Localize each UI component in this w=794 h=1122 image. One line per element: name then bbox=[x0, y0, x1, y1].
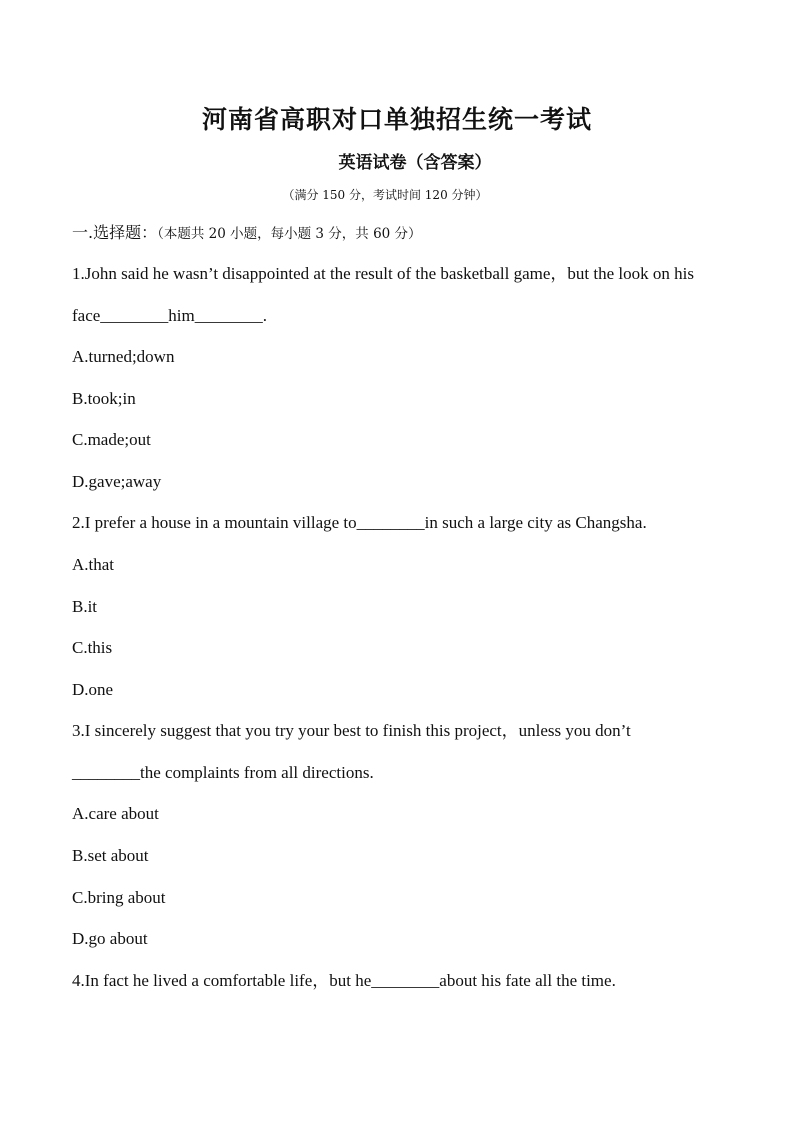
exam-note: （满分 150 分，考试时间 120 分钟） bbox=[282, 188, 488, 202]
question-3-option-b: B.set about bbox=[72, 846, 149, 865]
question-2-option-d: D.one bbox=[72, 680, 114, 699]
section-detail: （本题共 20 小题，每小题 3 分，共 60 分） bbox=[157, 226, 422, 242]
question-3-option-d: D.go about bbox=[72, 929, 148, 948]
question-1-option-c: C.made;out bbox=[72, 430, 151, 449]
question-2-option-b: B.it bbox=[72, 597, 98, 616]
exam-title: 河南省高职对口单独招生统一考试 bbox=[201, 105, 592, 134]
question-3-option-c: C.bring about bbox=[72, 888, 166, 907]
section-heading bbox=[72, 222, 422, 245]
section-label: 一.选择题： bbox=[72, 223, 158, 242]
question-2-stem-line-1: 2.I prefer a house in a mountain village to________in such a large city as Changsha. bbox=[72, 513, 647, 532]
question-4-stem-line-1: 4.In fact he lived a comfortable life，but he________about his fate all the time. bbox=[72, 971, 616, 990]
question-3-option-a: A.care about bbox=[72, 804, 159, 823]
question-3-stem-line-2: ________the complaints from all directions. bbox=[72, 763, 374, 782]
question-2-option-c: C.this bbox=[72, 638, 113, 657]
question-1-option-d: D.gave;away bbox=[72, 472, 162, 491]
question-1-option-b: B.took;in bbox=[72, 389, 136, 408]
question-1-stem-line-2: face________him________. bbox=[72, 306, 267, 325]
question-1-option-a: A.turned;down bbox=[72, 347, 175, 366]
question-1-stem-line-1: 1.John said he wasn’t disappointed at the result of the basketball game，but the look on his bbox=[72, 264, 694, 283]
question-2-option-a: A.that bbox=[72, 555, 115, 574]
question-3-stem-line-1: 3.I sincerely suggest that you try your best to finish this project，unless you don’t bbox=[72, 721, 631, 740]
exam-subtitle: 英语试卷（含答案） bbox=[338, 153, 492, 173]
